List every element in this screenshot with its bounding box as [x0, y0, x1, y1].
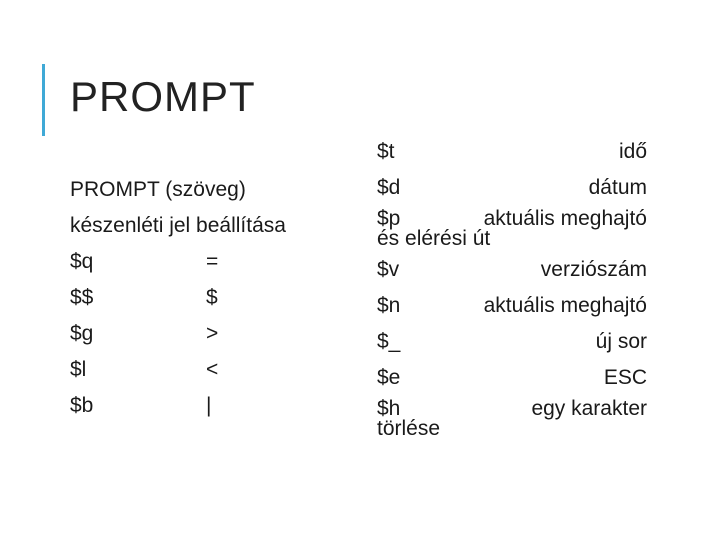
code-entry: [377, 324, 647, 360]
entry-code: $e: [377, 366, 401, 389]
pair-code: $q: [70, 250, 94, 273]
symbol-pair: [70, 352, 350, 388]
symbol-pair: [70, 244, 350, 280]
prompt-syntax: PROMPT (szöveg): [70, 178, 246, 201]
pair-code: $l: [70, 358, 87, 381]
code-entry: [377, 134, 647, 170]
entry-code: $n: [377, 294, 401, 317]
entry-description: verziószám: [540, 258, 647, 281]
entry-description: egy karakter: [531, 397, 647, 420]
entry-description: új sor: [595, 330, 647, 353]
entry-description: idő: [618, 140, 647, 163]
entry-code: $_: [377, 330, 401, 353]
pair-code: $$: [70, 286, 94, 309]
slide-title: PROMPT: [70, 73, 256, 120]
pair-symbol: =: [206, 250, 219, 273]
entry-code: $h: [377, 397, 401, 420]
symbol-pair: [70, 388, 350, 424]
pair-code: $b: [70, 394, 94, 417]
right-column: [377, 134, 647, 442]
entry-code: $t: [377, 140, 395, 163]
title-accent-bar: [42, 64, 45, 136]
code-entry: [377, 252, 647, 288]
prompt-description: készenléti jel beállítása: [70, 214, 286, 237]
code-entry: [377, 396, 647, 442]
entry-description: aktuális meghajtó: [483, 207, 647, 230]
entry-description: ESC: [603, 366, 647, 389]
code-entry: [377, 360, 647, 396]
entry-code: $p: [377, 207, 401, 230]
entry-code: $d: [377, 176, 401, 199]
pair-code: $g: [70, 322, 94, 345]
symbol-pair: [70, 280, 350, 316]
left-column: [70, 172, 350, 424]
pair-symbol: <: [206, 358, 219, 381]
pair-symbol: |: [206, 394, 212, 417]
pair-symbol: $: [206, 286, 218, 309]
symbol-pair: [70, 316, 350, 352]
code-entry: [377, 288, 647, 324]
entry-description: dátum: [588, 176, 647, 199]
entry-description: aktuális meghajtó: [483, 294, 647, 317]
entry-continuation: törlése: [377, 417, 441, 440]
entry-continuation: és elérési út: [377, 227, 491, 250]
code-entry: [377, 170, 647, 206]
code-entry: [377, 206, 647, 252]
pair-symbol: >: [206, 322, 219, 345]
entry-code: $v: [377, 258, 400, 281]
